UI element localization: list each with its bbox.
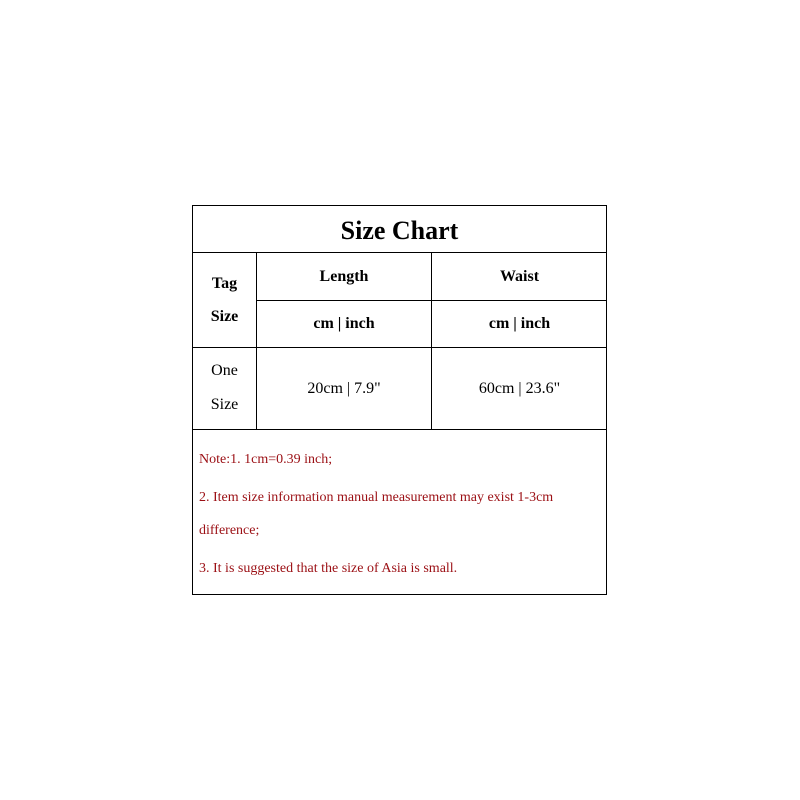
waist-unit-header: cm | inch [488,315,551,332]
size-name-line1: One [211,362,238,379]
size-name-line2: Size [210,396,239,413]
table-row [193,348,606,430]
tag-size-header-cell [193,253,257,347]
note-line: 3. It is suggested that the size of Asia is small. [199,561,458,576]
size-label: Size [210,308,239,325]
size-cell [193,348,257,429]
note-line: difference; [199,523,260,538]
size-chart-table [192,205,607,595]
chart-title: Size Chart [340,215,459,245]
length-header: Length [257,253,432,301]
notes-section [193,430,606,594]
tag-label: Tag [211,275,238,292]
length-value: 20cm | 7.9" [257,348,432,429]
waist-header: Waist [432,253,607,301]
waist-value: 60cm | 23.6" [478,379,561,397]
title-row [193,206,606,253]
note-line: 2. Item size information manual measurement may exist 1-3cm [199,490,554,505]
note-line: Note:1. 1cm=0.39 inch; [199,452,333,467]
header-row [193,253,606,348]
length-unit-header: cm | inch [257,301,432,347]
